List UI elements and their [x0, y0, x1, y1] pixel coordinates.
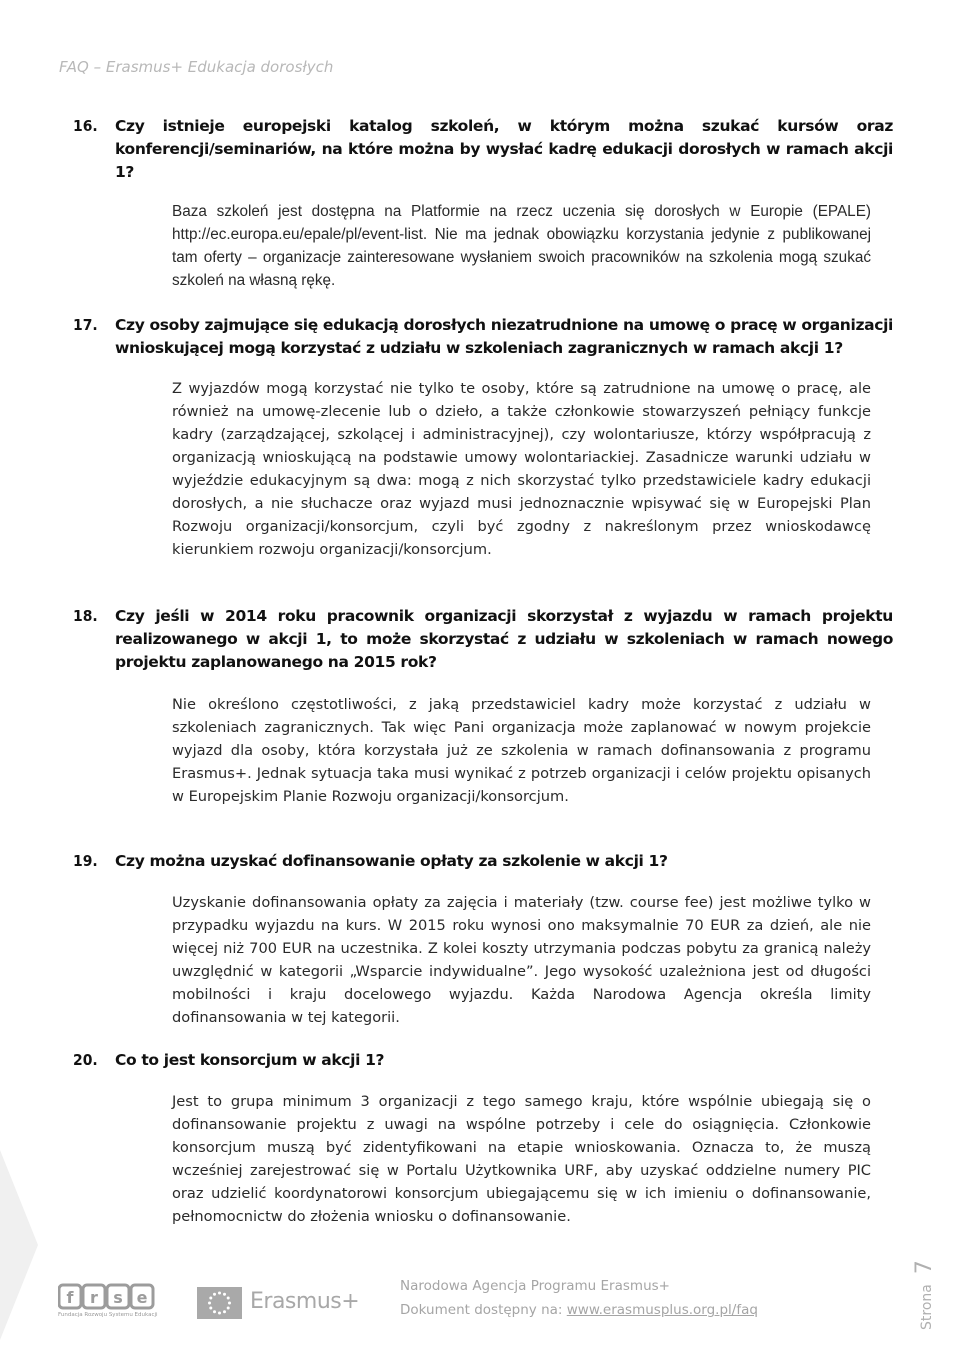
answer-text: Uzyskanie dofinansowania opłaty za zajęcia i materiały (tzw. course fee) jest możliwe tylko w przypadku wyjazdu na kurs. W 2015 roku wynosi ono maksymalnie 70 EUR za dzień, ale nie więcej niż 700 EUR na uczestnika. Z kolei koszty utrzymania podczas pobytu za granicą należy uwzględnić w kategorii „Wsparcie indywidualne”. Jego wysokość uzależniona jest od długości mobilności i kraju docelowego wyjazdu. Każda Narodowa Agencja określa limity dofinansowania w tej kategorii.	[172, 894, 871, 1026]
question-title: Czy istnieje europejski katalog szkoleń, w którym można szukać kursów oraz konferencji/seminariów, na które można by wysłać kadrę edukacji dorosłych w ramach akcji 1?	[115, 117, 893, 181]
question-number: 16.	[73, 117, 98, 135]
faq-item-17	[73, 314, 898, 561]
question-number: 20.	[73, 1051, 98, 1069]
svg-text:e: e	[136, 1288, 148, 1307]
erasmus-logo-text: Erasmus+	[250, 1289, 360, 1314]
answer-text: Nie określono częstotliwości, z jaką przedstawiciel kadry może korzystać z udziału w szkoleniach zagranicznych. Tak więc Pani organizacja może zaplanować w nowym projekcie wyjazd dla osoby, która korzystała już ze szkolenia w ramach dofinansowania z programu Erasmus+. Jednak sytuacja taka musi wynikać z potrzeb organizacji i celów projektu opisanych w Europejskim Planie Rozwoju organizacji/konsorcjum.	[172, 696, 871, 805]
page-number-value: 7	[912, 1260, 937, 1275]
eu-flag-icon	[197, 1287, 242, 1319]
faq-item-20	[73, 1049, 898, 1228]
decorative-triangle	[0, 1150, 38, 1340]
faq-item-16	[73, 115, 898, 292]
svg-text:s: s	[113, 1288, 123, 1307]
page-header-title: FAQ – Erasmus+ Edukacja dorosłych	[59, 58, 334, 76]
footer-agency: Narodowa Agencja Programu Erasmus+	[400, 1278, 670, 1294]
footer-faq-link[interactable]: www.erasmusplus.org.pl/faq	[566, 1302, 758, 1318]
faq-item-19	[73, 850, 898, 1029]
svg-text:r: r	[90, 1288, 98, 1307]
page-word: Strona	[919, 1284, 935, 1330]
question-title: Co to jest konsorcjum w akcji 1?	[115, 1051, 385, 1069]
frse-logo-mark	[58, 1283, 156, 1311]
svg-text:f: f	[66, 1288, 74, 1307]
answer-text: Z wyjazdów mogą korzystać nie tylko te osoby, które są zatrudnione na umowę o pracę, ale również na umowę-zlecenie lub o dzieło, a także członkowie stowarzyszeń pełniący funkcje kadry (zarządzającej, szkolącej i administracyjnej), czy wolontariusze, którzy współpracują z organizacją wnioskującą na podstawie umowy wolontariackiej. Zasadnicze warunki udziału w wyjeździe edukacyjnym są dwa: mogą z nich skorzystać tylko przedstawiciele kadry edukacji dorosłych, a nie słuchacze oraz wyjazd musi jednoznacznie wpisywać się w Europejski Plan Rozwoju organizacji/konsorcjum, czyli być zgodny z nakreślonym przez wnioskodawcę kierunkiem rozwoju organizacji/konsorcjum.	[172, 380, 871, 558]
answer-text: Baza szkoleń jest dostępna na Platformie na rzecz uczenia się dorosłych w Europie (EPALE) http://ec.europa.eu/epale/pl/event-list. Nie ma jednak obowiązku korzystania jedynie z publikowanej tam oferty – organizacje zainteresowane wysłaniem swoich pracowników na szkolenia mogą szukać szkoleń na własną rękę.	[172, 203, 871, 289]
question-title: Czy można uzyskać dofinansowanie opłaty za szkolenie w akcji 1?	[115, 852, 668, 870]
footer-document-info	[400, 1302, 758, 1318]
question-title: Czy osoby zajmujące się edukacją dorosłych niezatrudnione na umowę o pracę w organizacji wnioskującej mogą korzystać z udziału w szkoleniach zagranicznych w ramach akcji 1?	[115, 316, 893, 357]
question-number: 17.	[73, 316, 98, 334]
question-number: 18.	[73, 607, 98, 625]
faq-item-18	[73, 605, 898, 808]
frse-logo	[58, 1283, 156, 1323]
frse-subtitle: Fundacja Rozwoju Systemu Edukacji	[58, 1312, 158, 1318]
page-number	[912, 1260, 937, 1330]
question-title: Czy jeśli w 2014 roku pracownik organizacji skorzystał z wyjazdu w ramach projektu realizowanego w akcji 1, to może skorzystać z udziału w szkoleniach w ramach nowego projektu zaplanowanego na 2015 rok?	[115, 607, 893, 671]
answer-text: Jest to grupa minimum 3 organizacji z tego samego kraju, które wspólnie ubiegają się o dofinansowanie projektu z uwagi na wspólne potrzeby i cele do osiągnięcia. Członkowie konsorcjum muszą być zidentyfikowani na etapie wnioskowania. Oznacza to, że muszą wcześniej zarejestrować się w Portalu Użytkownika URF, aby uzyskać oddzielne numery PIC oraz udzielić koordynatorowi konsorcjum ubiegającemu się w ich imieniu o dofinansowanie, pełnomocnictw do złożenia wniosku o dofinansowanie.	[172, 1093, 871, 1225]
question-number: 19.	[73, 852, 98, 870]
footer-doc-prefix: Dokument dostępny na:	[400, 1302, 567, 1318]
